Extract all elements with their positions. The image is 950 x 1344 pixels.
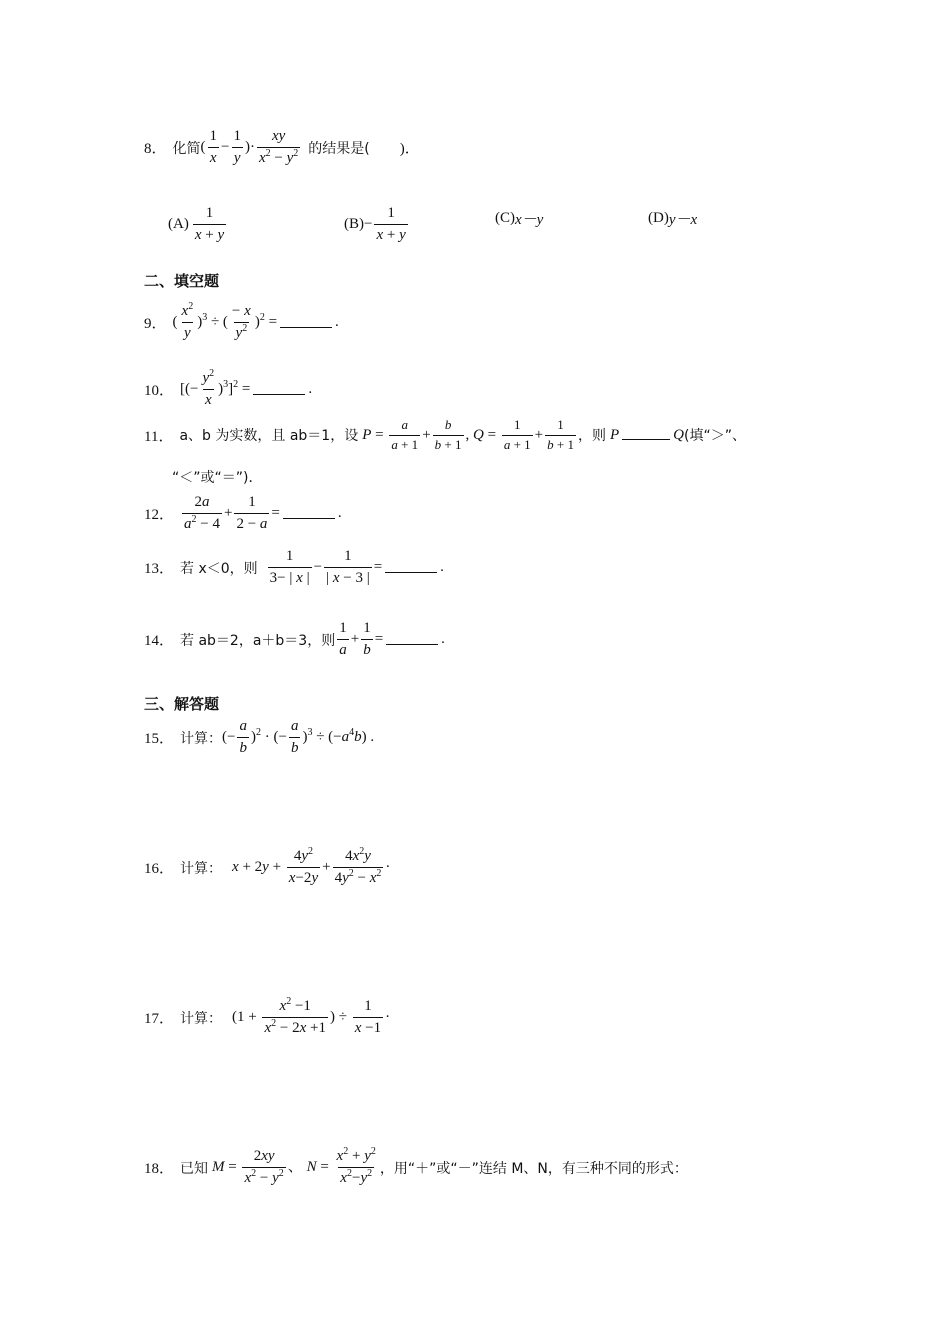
question-text: 若 x＜0，则 <box>180 560 258 577</box>
answer-blank[interactable] <box>283 517 335 519</box>
question-number: 12． <box>144 507 175 524</box>
question-14: 14． 若 ab＝2，a＋b＝3，则 $\frac{1}{a}$ + $\frac{1}{b}$ = . <box>144 620 445 659</box>
math-expression: M = $\frac{2xy}{x^2 - y^2}$ 、 N = $\frac{x^2 + y^2}{x^2-y^2}$ <box>212 1146 376 1187</box>
option-expression: − $\frac{1}{x + y}$ <box>364 205 406 244</box>
answer-blank[interactable] <box>386 643 438 645</box>
answer-blank[interactable] <box>622 438 670 440</box>
math-expression: x + 2y + $\frac{4y^2}{x-2y}$ + $\frac{4x^2y}{4y^2 - x^2}$ · <box>232 846 391 887</box>
question-number: 15． <box>144 731 175 748</box>
math-expression: $\frac{2a}{a^2 - 4}$ + $\frac{1}{2 - a}$ = <box>184 494 280 533</box>
question-number: 14． <box>144 633 175 650</box>
question-text: 计算： <box>180 860 223 877</box>
close-paren: )． <box>399 141 420 158</box>
question-lead: 化简 <box>172 140 201 157</box>
math-expression: ( $\frac{x^2}{y}$ )$^3$ ÷ ( $\frac{- x}{y^2}$ )$^2$ = <box>172 301 278 342</box>
question-number: 13． <box>144 561 175 578</box>
question-number: 17． <box>144 1011 175 1028</box>
answer-blank[interactable] <box>385 571 437 573</box>
question-number: 16． <box>144 861 175 878</box>
math-expression: $\frac{1}{a}$ + $\frac{1}{b}$ = <box>339 620 384 659</box>
question-text: ，则 <box>577 428 606 445</box>
question-number: 8． <box>144 141 167 158</box>
question-13: 13． 若 x＜0，则 $\frac{1}{3- | x |}$ − $\frac{1}{| x - 3 |}$ = . <box>144 548 444 587</box>
option-label: (B) <box>344 216 364 233</box>
option-label: (C) <box>495 210 515 226</box>
option-expression: y－x <box>668 212 698 228</box>
question-16 <box>144 848 390 888</box>
math-expression: (− $\frac{a}{b}$ )$^2$ · (− $\frac{a}{b}$ )$^3 \div (-a^4b)$ . <box>222 718 375 757</box>
math-expression: (1 + $\frac{x^2 -1}{x^2 - 2x +1}$ ) ÷ $\frac{1}{x -1}$ · <box>232 996 391 1037</box>
math-expression: [(− $\frac{y^2}{x}$ )$^3$]$^2$ = <box>180 368 251 409</box>
question-number: 11． <box>144 428 174 445</box>
math-expression: ( $\frac{1}{x}$ − $\frac{1}{y}$ )· $\frac{xy}{x^2 - y^2}$ <box>200 128 299 167</box>
answer-blank[interactable] <box>280 326 332 328</box>
option-c[interactable] <box>495 208 543 229</box>
question-10: 10． [(− $\frac{y^2}{x}$ )$^3$]$^2$ = . <box>144 368 313 409</box>
section-heading: 三、解答题 <box>144 695 220 713</box>
question-tail: 的结果是( <box>308 140 370 157</box>
question-17 <box>144 998 390 1038</box>
question-15 <box>144 718 374 758</box>
question-text: ，用“＋”或“－”连结 M、N，有三种不同的形式： <box>379 1160 688 1177</box>
question-18 <box>144 1148 688 1188</box>
question-11-continued <box>172 467 262 487</box>
option-expression: $\frac{1}{x + y}$ <box>194 205 225 244</box>
variable-q: Q <box>673 426 684 443</box>
option-label: (A) <box>168 216 189 233</box>
question-number: 18． <box>144 1161 175 1178</box>
option-label: (D) <box>648 210 669 226</box>
question-8 <box>144 128 420 168</box>
variable-p: P <box>609 426 620 443</box>
question-text: a、b 为实数，且 ab＝1，设 <box>179 428 359 445</box>
question-text: (填“＞”、 <box>683 428 746 445</box>
answer-blank[interactable] <box>253 393 305 395</box>
question-text: 计算： <box>180 730 223 747</box>
question-text: “＜”或“＝”)． <box>172 470 263 486</box>
math-expression: P = $\frac{a}{a + 1}$ + $\frac{b}{b + 1}$ , Q = $\frac{1}{a + 1}$ + $\frac{1}{b + 1}$ <box>362 417 574 452</box>
question-text: 已知 <box>180 1160 209 1177</box>
math-expression: $\frac{1}{3- | x |}$ − $\frac{1}{| x - 3 |}$ = <box>269 548 383 587</box>
question-12: 12． $\frac{2a}{a^2 - 4}$ + $\frac{1}{2 - a}$ = . <box>144 494 342 533</box>
option-d[interactable] <box>648 208 697 229</box>
option-expression: x－y <box>515 212 544 228</box>
option-a[interactable] <box>168 205 228 245</box>
question-text: 若 ab＝2，a＋b＝3，则 <box>180 632 336 649</box>
question-11 <box>144 418 746 453</box>
option-b[interactable] <box>344 205 410 245</box>
question-9: 9． ( $\frac{x^2}{y}$ )$^3$ ÷ ( $\frac{- x}{y^2}$ )$^2$ = . <box>144 301 339 342</box>
question-text: 计算： <box>180 1010 223 1027</box>
question-number: 10． <box>144 383 175 400</box>
question-number: 9． <box>144 316 167 333</box>
section-heading: 二、填空题 <box>144 272 220 290</box>
